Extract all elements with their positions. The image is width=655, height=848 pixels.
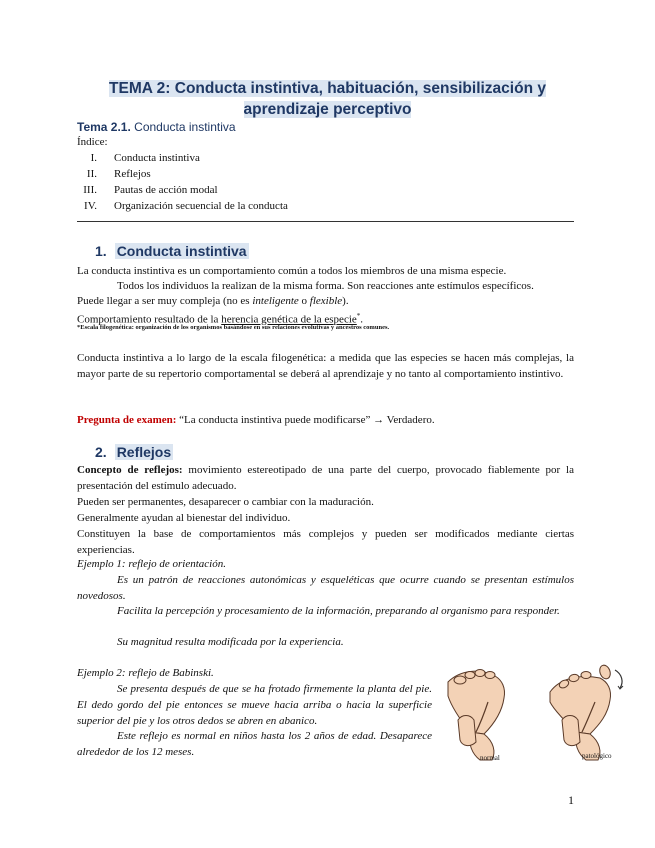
subtopic-heading bbox=[77, 120, 236, 134]
paragraph: Su magnitud resulta modificada por la experiencia. bbox=[117, 636, 344, 648]
page-title bbox=[60, 78, 595, 120]
concept-label: Concepto de reflejos: bbox=[77, 464, 183, 476]
index-item-number: III. bbox=[83, 184, 97, 196]
figure-caption-pathological: patológico bbox=[582, 752, 612, 760]
exam-text: “La conducta instintiva puede modificarse” → Verdadero. bbox=[176, 414, 435, 426]
section-2-heading bbox=[95, 444, 173, 460]
paragraph: Concepto de reflejos: movimiento estereotipado de una parte del cuerpo, provocado fiablemente por la presentación del estímulo adecuado. bbox=[77, 464, 574, 492]
index-item-label: Conducta instintiva bbox=[114, 152, 200, 164]
babinski-figure bbox=[440, 662, 640, 772]
footnote: *Escala filogenética: organización de los organismos basándose en sus relaciones evolutivas y ancestros comunes. bbox=[77, 324, 390, 331]
paragraph: Es un patrón de reacciones autonómicas y esqueléticas que ocurre cuando se presentan estímulos novedosos. bbox=[77, 574, 574, 602]
index-item-label: Organización secuencial de la conducta bbox=[114, 200, 288, 212]
index-item-label: Reflejos bbox=[114, 168, 151, 180]
index-item bbox=[77, 182, 218, 198]
section-2-number: 2. bbox=[95, 444, 107, 460]
index-item-label: Pautas de acción modal bbox=[114, 184, 218, 196]
title-line-2: aprendizaje perceptivo bbox=[243, 101, 412, 118]
section-1-title: Conducta instintiva bbox=[116, 243, 247, 259]
index-item-number: II. bbox=[86, 168, 97, 180]
paragraph: Se presenta después de que se ha frotado firmemente la planta del pie. El dedo gordo del pie entonces se mueve hacia arriba o hacia la superficie superior del pie y los otros dedos se abren en abanico. bbox=[77, 683, 432, 727]
index-item-number: IV. bbox=[84, 200, 97, 212]
paragraph: Este reflejo es normal en niños hasta los 2 años de edad. Desaparece alrededor de los 12 meses. bbox=[77, 730, 432, 758]
horizontal-divider bbox=[77, 221, 574, 222]
paragraph: Generalmente ayudan al bienestar del individuo. bbox=[77, 512, 291, 524]
paragraph: Pueden ser permanentes, desaparecer o cambiar con la maduración. bbox=[77, 496, 374, 508]
title-line-1: TEMA 2: Conducta instintiva, habituación, sensibilización y bbox=[109, 80, 546, 97]
paragraph: La conducta instintiva es un comportamiento común a todos los miembros de una misma especie. bbox=[77, 265, 507, 277]
paragraph: Puede llegar a ser muy compleja (no es inteligente o flexible). bbox=[77, 295, 349, 307]
section-1-heading bbox=[95, 243, 249, 259]
page-number: 1 bbox=[568, 793, 574, 807]
index-item bbox=[77, 150, 200, 166]
index-item bbox=[77, 166, 151, 182]
section-1-number: 1. bbox=[95, 243, 107, 259]
paragraph: Conducta instintiva a lo largo de la escala filogenética: a medida que las especies se hacen más complejas, la mayor parte de su repertorio comportamental se deberá al aprendizaje y no tanto al comportamiento instintivo. bbox=[77, 352, 574, 380]
paragraph: Facilita la percepción y procesamiento de la información, preparando al organismo para responder. bbox=[117, 605, 560, 617]
subtopic-title: Conducta instintiva bbox=[134, 120, 236, 134]
example-1-title: Ejemplo 1: reflejo de orientación. bbox=[77, 558, 226, 570]
example-2-title: Ejemplo 2: reflejo de Babinski. bbox=[77, 667, 214, 679]
exam-label: Pregunta de examen: bbox=[77, 414, 177, 426]
figure-caption-normal: normal bbox=[480, 754, 500, 762]
paragraph: Constituyen la base de comportamientos más complejos y pueden ser modificados mediante ciertas experiencias. bbox=[77, 528, 574, 556]
paragraph: Todos los individuos la realizan de la misma forma. Son reacciones ante estímulos específicos. bbox=[117, 280, 534, 292]
index-item-number: I. bbox=[90, 152, 97, 164]
heredity-term: herencia genética de la especie bbox=[221, 313, 357, 326]
index-label: Índice: bbox=[77, 136, 108, 148]
section-2-title: Reflejos bbox=[116, 444, 172, 460]
subtopic-number: Tema 2.1. bbox=[77, 120, 131, 134]
exam-question bbox=[77, 412, 435, 428]
paragraph: Comportamiento resultado de la herencia genética de la especie*. bbox=[77, 312, 364, 326]
index-item bbox=[77, 198, 288, 214]
